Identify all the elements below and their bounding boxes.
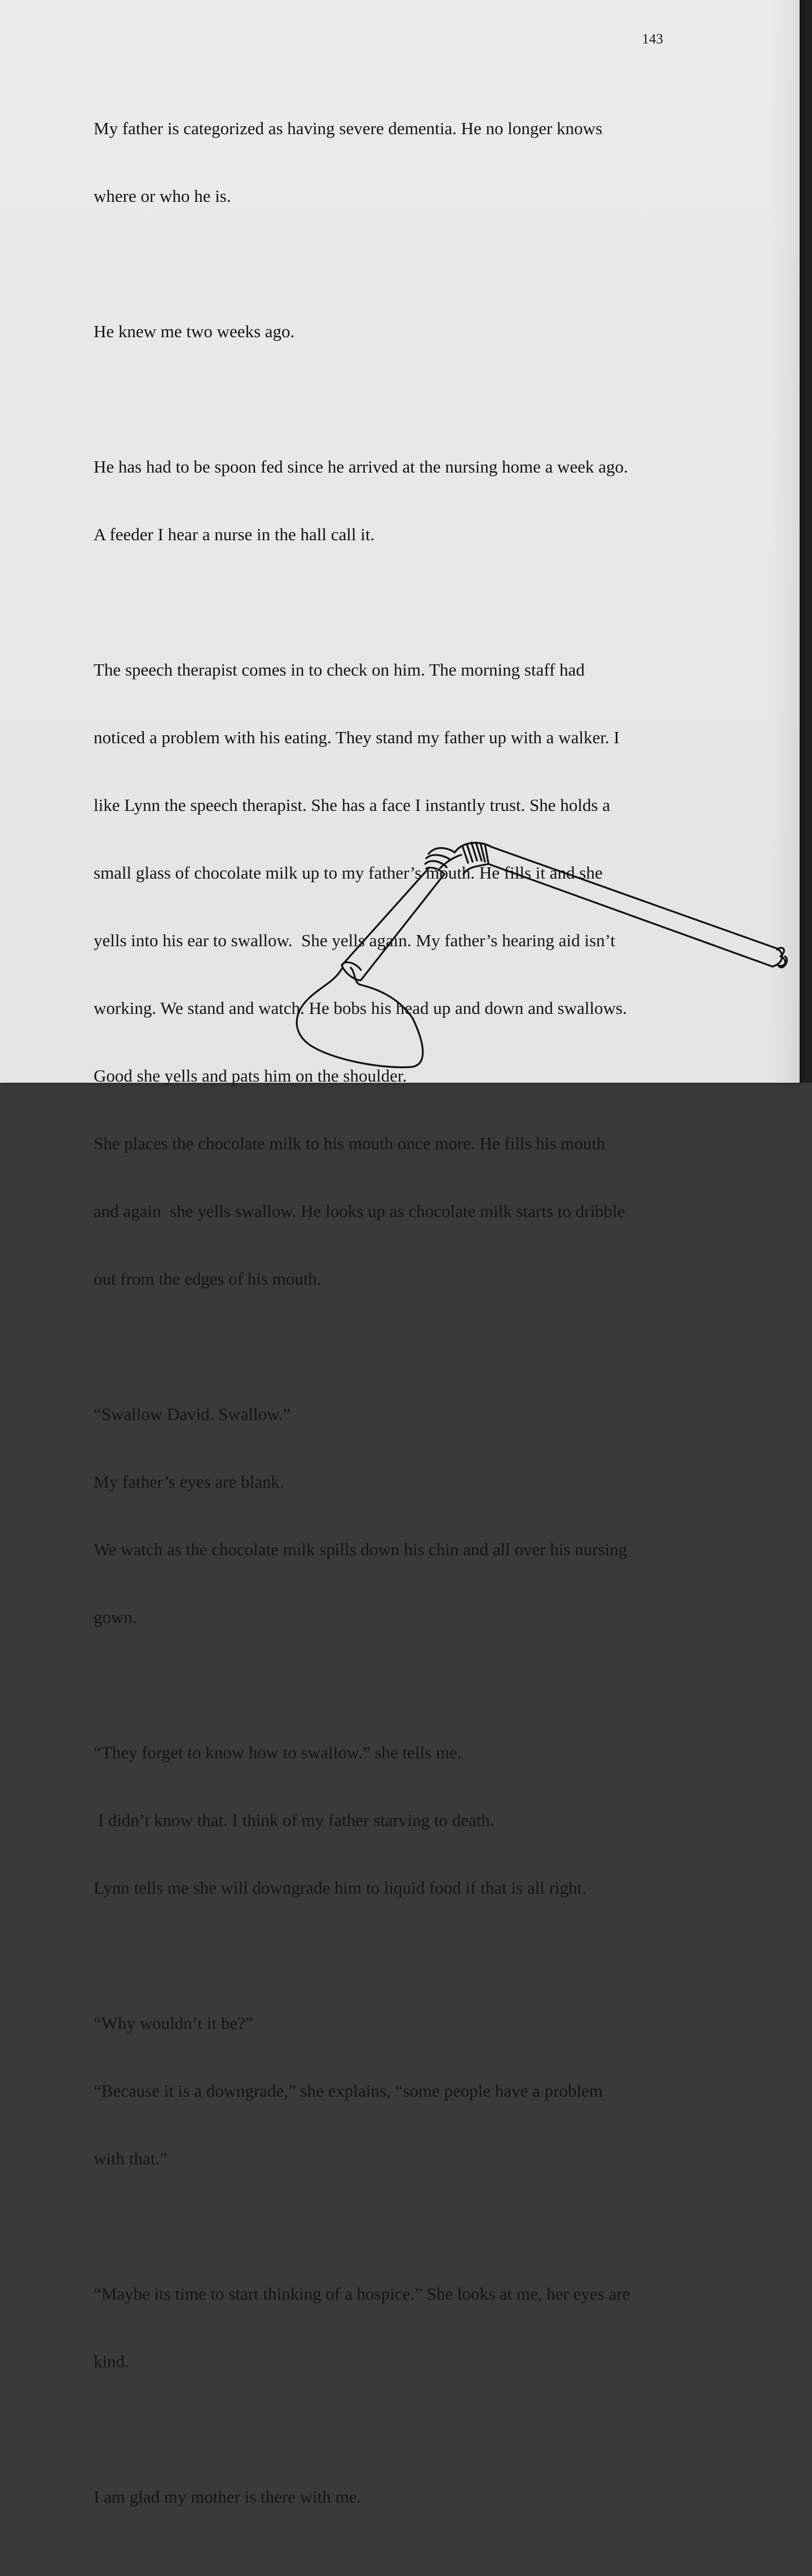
paragraph-5	[94, 1358, 697, 1674]
text-line: small glass of chocolate milk up to my father’s mouth. He fills it and she	[94, 863, 603, 883]
paragraph-9	[94, 2441, 697, 2553]
paragraph-2	[94, 275, 697, 388]
text-line: “Maybe its time to start thinking of a hospice.” She looks at me, her eyes are	[94, 2284, 630, 2304]
text-line: I didn’t know that. I think of my father starving to death.	[94, 1810, 495, 1830]
text-line: The speech therapist comes in to check on him. The morning staff had	[94, 660, 585, 680]
text-line: like Lynn the speech therapist. She has a face I instantly trust. She holds a	[94, 795, 610, 815]
paragraph-6	[94, 1696, 697, 1944]
paragraph-3	[94, 411, 697, 591]
text-line: My father’s eyes are blank.	[94, 1472, 284, 1492]
text-line: I am glad my mother is there with me.	[94, 2487, 361, 2507]
text-line: He knew me two weeks ago.	[94, 321, 295, 341]
text-line: yells into his ear to swallow. She yells again. My father’s hearing aid isn’t	[94, 930, 615, 950]
text-line: A feeder I hear a nurse in the hall call it.	[94, 524, 375, 544]
text-line: with that.”	[94, 2149, 167, 2168]
text-line: We watch as the chocolate milk spills down his chin and all over his nursing	[94, 1540, 628, 1559]
text-line: My father is categorized as having severe dementia. He no longer knows	[94, 118, 603, 138]
text-line: out from the edges of his mouth.	[94, 1269, 321, 1289]
text-line: gown.	[94, 1607, 137, 1627]
paragraph-4	[94, 614, 697, 1335]
paragraph-7	[94, 1967, 697, 2215]
page-number: 143	[642, 32, 663, 47]
page-body	[94, 72, 697, 2576]
text-line: “Why wouldn’t it be?”	[94, 2013, 253, 2033]
text-line: “Swallow David. Swallow.”	[94, 1404, 291, 1424]
text-line: noticed a problem with his eating. They stand my father up with a walker. I	[94, 727, 620, 747]
paragraph-1	[94, 72, 697, 253]
paragraph-8	[94, 2238, 697, 2418]
text-line: kind.	[94, 2352, 129, 2371]
text-line: “Because it is a downgrade,” she explains, “some people have a problem	[94, 2081, 603, 2101]
text-line: working. We stand and watch. He bobs his head up and down and swallows.	[94, 998, 627, 1018]
text-line: where or who he is.	[94, 186, 231, 206]
text-line: “They forget to know how to swallow.” she tells me.	[94, 1743, 462, 1762]
text-line: Good she yells and pats him on the shoulder.	[94, 1066, 407, 1086]
text-line: He has had to be spoon fed since he arrived at the nursing home a week ago.	[94, 457, 628, 477]
text-line: She places the chocolate milk to his mouth once more. He fills his mouth	[94, 1133, 606, 1153]
text-line: Lynn tells me she will downgrade him to liquid food if that is all right.	[94, 1878, 586, 1898]
text-line: and again she yells swallow. He looks up as chocolate milk starts to dribble	[94, 1201, 625, 1221]
